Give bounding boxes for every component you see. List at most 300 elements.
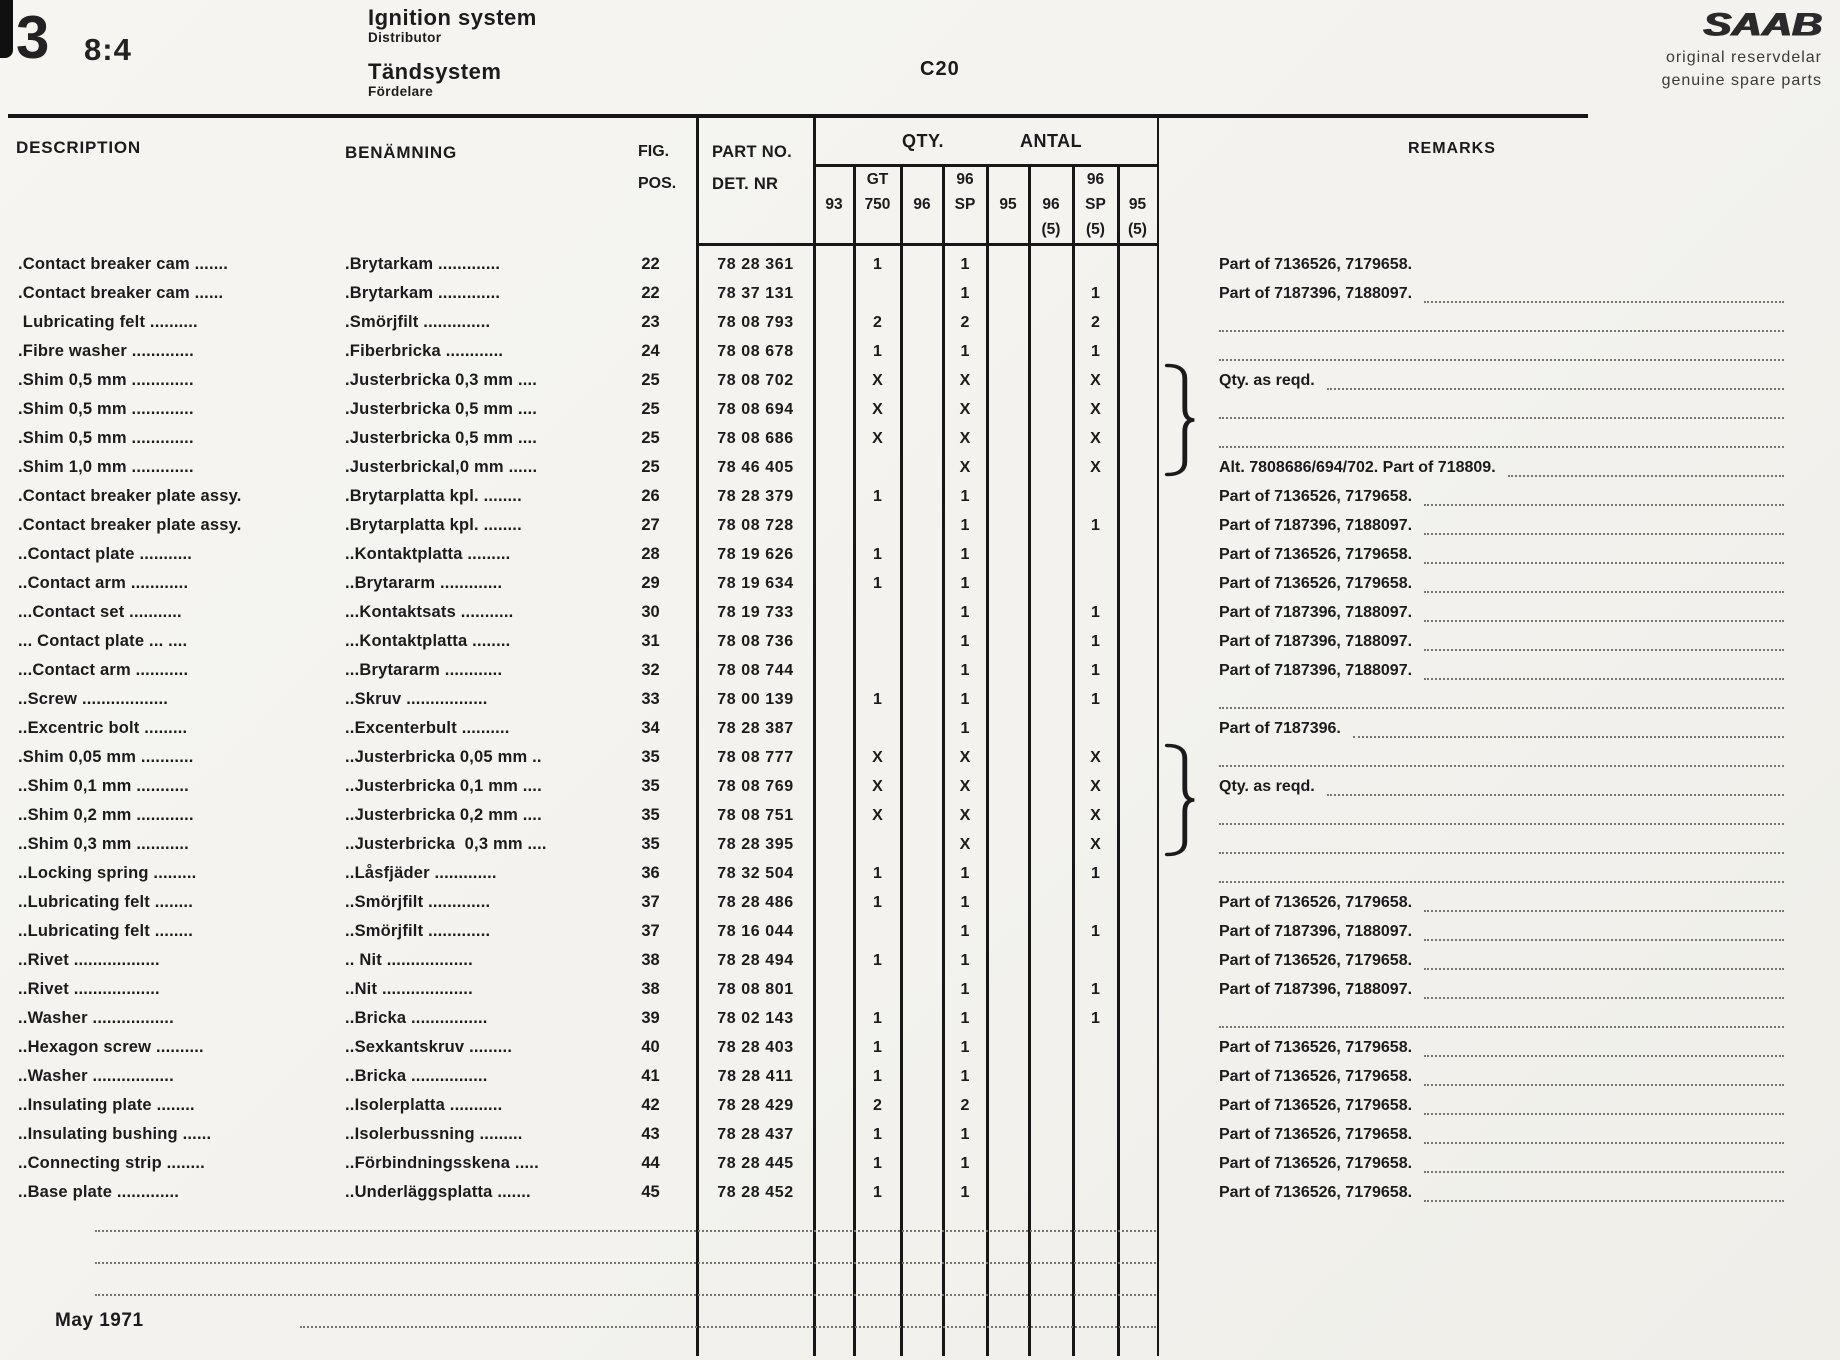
- row-qty-96sp: X: [959, 806, 971, 824]
- row-benamning: .Justerbrickal,0 mm ......: [345, 458, 538, 476]
- brace-icon: [1164, 742, 1196, 858]
- row-qty-96sp-5: 1: [1091, 661, 1100, 679]
- row-qty-96sp: 1: [960, 864, 970, 882]
- dotted-leader: [1219, 864, 1784, 883]
- dotted-leader: [95, 1294, 1156, 1296]
- row-remarks: [1157, 714, 1840, 743]
- table-row: [0, 888, 1840, 917]
- row-part-no: 78 08 728: [717, 516, 794, 534]
- row-description: ...Contact arm ...........: [18, 661, 189, 679]
- row-part-no: 78 28 494: [717, 951, 794, 969]
- row-fig-pos: 29: [641, 574, 660, 592]
- row-description: ..Connecting strip ........: [18, 1154, 205, 1172]
- row-description: ..Washer .................: [18, 1067, 174, 1085]
- scan-artifact: [0, 0, 13, 58]
- section-number: 3: [16, 4, 48, 71]
- row-description: ..Insulating bushing ......: [18, 1125, 212, 1143]
- table-row: [0, 946, 1840, 975]
- remark-text: Part of 7136526, 7179658.: [1219, 255, 1413, 273]
- row-remarks: [1157, 1091, 1840, 1120]
- row-qty-96sp-5: 1: [1091, 603, 1100, 621]
- header-description: DESCRIPTION: [16, 138, 141, 157]
- row-qty-96sp: 1: [960, 690, 970, 708]
- dotted-leader: [1219, 806, 1784, 825]
- qty-col-header: 96 SP: [954, 171, 976, 213]
- row-benamning: ..Smörjfilt .............: [345, 893, 491, 911]
- row-qty-96sp: 1: [960, 1067, 970, 1085]
- row-part-no: 78 28 437: [717, 1125, 794, 1143]
- row-qty-96sp: 1: [960, 661, 970, 679]
- table-row: [0, 511, 1840, 540]
- table-row: [0, 1062, 1840, 1091]
- row-description: .Contact breaker cam .......: [18, 255, 229, 273]
- row-fig-pos: 36: [641, 864, 660, 882]
- remark-text: Part of 7187396, 7188097.: [1219, 922, 1413, 940]
- brand-block: [1661, 6, 1822, 92]
- dotted-leader: [1219, 313, 1784, 332]
- row-qty-gt750: X: [872, 429, 883, 447]
- header-antal: ANTAL: [1020, 130, 1083, 151]
- empty-table-row: [0, 1303, 1840, 1335]
- dotted-leader: [1424, 1125, 1784, 1144]
- row-fig-pos: 25: [641, 458, 660, 476]
- page-subtitle-en: Distributor: [368, 30, 442, 46]
- row-qty-96sp-5: 1: [1091, 922, 1100, 940]
- row-qty-96sp: 2: [960, 1096, 970, 1114]
- dotted-leader: [1424, 487, 1784, 506]
- row-qty-gt750: 1: [873, 1038, 882, 1056]
- row-description: ..Contact plate ...........: [18, 545, 193, 563]
- row-fig-pos: 25: [641, 400, 660, 418]
- empty-table-row: [0, 1239, 1840, 1271]
- row-description: ..Screw ..................: [18, 690, 169, 708]
- row-qty-96sp-5: X: [1090, 777, 1101, 795]
- row-fig-pos: 24: [641, 342, 660, 360]
- row-part-no: 78 08 702: [717, 371, 794, 389]
- page-subtitle-sv: Fördelare: [368, 84, 434, 100]
- row-qty-96sp: X: [959, 835, 971, 853]
- row-part-no: 78 28 429: [717, 1096, 794, 1114]
- empty-table-row: [0, 1207, 1840, 1239]
- row-qty-gt750: 1: [873, 545, 882, 563]
- row-qty-96sp-5: X: [1090, 835, 1101, 853]
- dotted-leader: [1219, 1009, 1784, 1028]
- row-fig-pos: 27: [641, 516, 660, 534]
- remark-text: Part of 7136526, 7179658.: [1219, 1067, 1413, 1085]
- row-qty-96sp-5: X: [1090, 806, 1101, 824]
- row-description: ..Hexagon screw ..........: [18, 1038, 204, 1056]
- row-qty-96sp: 1: [960, 487, 970, 505]
- row-benamning: .Brytarplatta kpl. ........: [345, 487, 522, 505]
- row-fig-pos: 40: [641, 1038, 660, 1056]
- row-fig-pos: 35: [641, 748, 660, 766]
- row-qty-96sp: 1: [960, 1125, 970, 1143]
- row-qty-96sp: 1: [960, 893, 970, 911]
- row-qty-gt750: 1: [873, 1183, 882, 1201]
- table-row: [0, 1120, 1840, 1149]
- row-fig-pos: 41: [641, 1067, 660, 1085]
- row-benamning: ..Skruv .................: [345, 690, 488, 708]
- row-qty-gt750: 1: [873, 1067, 882, 1085]
- row-qty-96sp: 1: [960, 980, 970, 998]
- row-description: .Shim 0,05 mm ...........: [18, 748, 194, 766]
- row-remarks: [1157, 743, 1840, 772]
- row-description: ..Washer .................: [18, 1009, 174, 1027]
- row-part-no: 78 08 744: [717, 661, 794, 679]
- row-fig-pos: 34: [641, 719, 660, 737]
- row-remarks: [1157, 627, 1840, 656]
- table-row: [0, 1178, 1840, 1207]
- row-description: ..Lubricating felt ........: [18, 922, 193, 940]
- row-qty-96sp: X: [959, 748, 971, 766]
- row-fig-pos: 31: [641, 632, 660, 650]
- remark-text: Part of 7136526, 7179658.: [1219, 1038, 1413, 1056]
- qty-col-header: 96 SP (5): [1085, 171, 1106, 238]
- table-row: [0, 656, 1840, 685]
- dotted-leader: [1424, 284, 1784, 303]
- row-remarks: [1157, 917, 1840, 946]
- row-benamning: .Smörjfilt ..............: [345, 313, 491, 331]
- row-benamning: ..Smörjfilt .............: [345, 922, 491, 940]
- header-part-line2: DET. NR: [712, 175, 779, 193]
- row-fig-pos: 23: [641, 313, 660, 331]
- row-remarks: [1157, 395, 1840, 424]
- dotted-leader: [300, 1326, 1156, 1328]
- row-remarks: [1157, 1120, 1840, 1149]
- row-remarks: [1157, 511, 1840, 540]
- remark-text: Part of 7187396, 7188097.: [1219, 661, 1413, 679]
- title-block: [368, 6, 537, 100]
- saab-logo: SAAB: [1702, 6, 1822, 43]
- row-remarks: [1157, 250, 1840, 279]
- row-fig-pos: 28: [641, 545, 660, 563]
- row-qty-gt750: X: [872, 806, 883, 824]
- row-qty-gt750: 1: [873, 574, 882, 592]
- qty-header-box: [814, 118, 1157, 245]
- row-part-no: 78 08 694: [717, 400, 794, 418]
- row-benamning: .Brytarkam .............: [345, 284, 501, 302]
- dotted-leader: [1219, 748, 1784, 767]
- row-qty-96sp: 1: [960, 516, 970, 534]
- table-row: [0, 772, 1840, 801]
- row-qty-96sp-5: 1: [1091, 690, 1100, 708]
- row-description: ..Rivet ..................: [18, 951, 160, 969]
- row-qty-96sp-5: 1: [1091, 1009, 1100, 1027]
- qty-antal-row: [814, 118, 1157, 164]
- row-fig-pos: 35: [641, 806, 660, 824]
- row-remarks: [1157, 308, 1840, 337]
- row-remarks: [1157, 772, 1840, 801]
- row-remarks: [1157, 859, 1840, 888]
- row-description: .Contact breaker plate assy.: [18, 516, 242, 534]
- table-row: [0, 1033, 1840, 1062]
- row-fig-pos: 32: [641, 661, 660, 679]
- row-qty-96sp: 1: [960, 284, 970, 302]
- row-description: .Shim 0,5 mm .............: [18, 400, 194, 418]
- dotted-leader: [1424, 1183, 1784, 1202]
- header-qty: QTY.: [902, 130, 945, 151]
- row-benamning: .Brytarplatta kpl. ........: [345, 516, 522, 534]
- table-row: [0, 366, 1840, 395]
- row-qty-gt750: 1: [873, 487, 882, 505]
- table-row: [0, 830, 1840, 859]
- row-qty-gt750: 2: [873, 313, 882, 331]
- row-remarks: [1157, 975, 1840, 1004]
- table-row: [0, 685, 1840, 714]
- row-description: ..Rivet ..................: [18, 980, 160, 998]
- row-qty-96sp: 1: [960, 1009, 970, 1027]
- row-fig-pos: 26: [641, 487, 660, 505]
- row-benamning: ..Brytararm .............: [345, 574, 503, 592]
- table-row: [0, 859, 1840, 888]
- row-fig-pos: 38: [641, 951, 660, 969]
- row-qty-96sp-5: X: [1090, 458, 1101, 476]
- row-benamning: ..Underläggsplatta .......: [345, 1183, 531, 1201]
- row-qty-gt750: 1: [873, 864, 882, 882]
- brand-tagline-en: genuine spare parts: [1661, 72, 1822, 90]
- remark-text: Part of 7136526, 7179658.: [1219, 1154, 1413, 1172]
- row-description: Lubricating felt ..........: [18, 313, 198, 331]
- row-qty-96sp-5: 1: [1091, 342, 1100, 360]
- table-row: [0, 250, 1840, 279]
- row-qty-96sp: X: [959, 777, 971, 795]
- row-part-no: 78 08 769: [717, 777, 794, 795]
- dotted-leader: [1424, 632, 1784, 651]
- row-qty-96sp: 1: [960, 545, 970, 563]
- header-fig-pos: [638, 136, 676, 200]
- row-part-no: 78 00 139: [717, 690, 794, 708]
- dotted-leader: [1424, 574, 1784, 593]
- row-fig-pos: 35: [641, 835, 660, 853]
- row-qty-96sp: 1: [960, 1038, 970, 1056]
- dotted-leader: [1424, 1154, 1784, 1173]
- row-remarks: [1157, 1149, 1840, 1178]
- row-remarks: [1157, 453, 1840, 482]
- row-description: .Shim 0,5 mm .............: [18, 429, 194, 447]
- row-qty-gt750: X: [872, 371, 883, 389]
- row-description: ... Contact plate ... ....: [18, 632, 188, 650]
- dotted-leader: [1219, 835, 1784, 854]
- row-part-no: 78 28 403: [717, 1038, 794, 1056]
- remark-text: Alt. 7808686/694/702. Part of 718809.: [1219, 458, 1496, 476]
- row-part-no: 78 28 445: [717, 1154, 794, 1172]
- remark-text: Part of 7136526, 7179658.: [1219, 487, 1413, 505]
- row-benamning: ...Kontaktsats ...........: [345, 603, 514, 621]
- qty-col-header: GT 750: [864, 171, 891, 213]
- row-benamning: ...Kontaktplatta ........: [345, 632, 511, 650]
- dotted-leader: [1219, 342, 1784, 361]
- row-benamning: ..Justerbricka 0,05 mm ..: [345, 748, 542, 766]
- row-benamning: ..Excenterbult ..........: [345, 719, 510, 737]
- row-remarks: [1157, 830, 1840, 859]
- top-rule: [8, 114, 1588, 118]
- remark-text: Part of 7136526, 7179658.: [1219, 893, 1413, 911]
- row-qty-96sp: 1: [960, 1154, 970, 1172]
- dotted-leader: [1424, 603, 1784, 622]
- row-fig-pos: 39: [641, 1009, 660, 1027]
- row-remarks: [1157, 1178, 1840, 1207]
- dotted-leader: [1424, 1067, 1784, 1086]
- row-fig-pos: 37: [641, 893, 660, 911]
- row-qty-96sp-5: X: [1090, 429, 1101, 447]
- table-row: [0, 337, 1840, 366]
- header-fig-line2: POS.: [638, 175, 677, 192]
- row-part-no: 78 37 131: [717, 284, 794, 302]
- row-qty-96sp: X: [959, 400, 971, 418]
- row-benamning: .Justerbricka 0,5 mm ....: [345, 429, 538, 447]
- dotted-leader: [1327, 777, 1784, 796]
- row-qty-96sp: 1: [960, 632, 970, 650]
- row-qty-gt750: 1: [873, 255, 882, 273]
- row-qty-96sp-5: 1: [1091, 980, 1100, 998]
- row-qty-96sp: 2: [960, 313, 970, 331]
- row-remarks: [1157, 946, 1840, 975]
- row-description: ..Locking spring .........: [18, 864, 197, 882]
- header-part-no: [712, 136, 792, 200]
- row-benamning: ..Isolerbussning .........: [345, 1125, 523, 1143]
- row-qty-96sp-5: 1: [1091, 516, 1100, 534]
- table-row: [0, 627, 1840, 656]
- table-row: [0, 308, 1840, 337]
- row-qty-96sp: 1: [960, 1183, 970, 1201]
- row-remarks: [1157, 569, 1840, 598]
- table-row: [0, 482, 1840, 511]
- table-row: [0, 1149, 1840, 1178]
- table-row: [0, 801, 1840, 830]
- header-part-line1: PART NO.: [712, 143, 793, 161]
- page-title-sv: Tändsystem: [368, 59, 502, 85]
- row-benamning: .Justerbricka 0,3 mm ....: [345, 371, 538, 389]
- row-fig-pos: 37: [641, 922, 660, 940]
- row-part-no: 78 28 411: [717, 1067, 794, 1085]
- page-title-en: Ignition system: [368, 5, 537, 30]
- row-fig-pos: 22: [641, 255, 660, 273]
- dotted-leader: [1353, 719, 1784, 738]
- dotted-leader: [1424, 661, 1784, 680]
- dotted-leader: [1424, 951, 1784, 970]
- dotted-leader: [95, 1262, 1156, 1264]
- row-description: .Contact breaker plate assy.: [18, 487, 242, 505]
- row-fig-pos: 43: [641, 1125, 660, 1143]
- row-description: .Shim 0,5 mm .............: [18, 371, 194, 389]
- header-remarks: REMARKS: [1408, 140, 1496, 157]
- header-benamning: BENÄMNING: [345, 143, 458, 162]
- remark-text: Part of 7187396.: [1219, 719, 1341, 737]
- row-qty-gt750: X: [872, 777, 883, 795]
- model-code: C20: [920, 58, 960, 80]
- row-part-no: 78 08 686: [717, 429, 794, 447]
- row-qty-96sp: X: [959, 429, 971, 447]
- row-remarks: [1157, 482, 1840, 511]
- row-remarks: [1157, 1033, 1840, 1062]
- row-fig-pos: 42: [641, 1096, 660, 1114]
- row-qty-96sp: 1: [960, 342, 970, 360]
- row-qty-96sp-5: X: [1090, 371, 1101, 389]
- table-row: [0, 1004, 1840, 1033]
- remark-text: Part of 7187396, 7188097.: [1219, 284, 1413, 302]
- row-remarks: [1157, 540, 1840, 569]
- remark-text: Part of 7136526, 7179658.: [1219, 1096, 1413, 1114]
- brand-tagline-sv: original reservdelar: [1665, 49, 1822, 66]
- row-fig-pos: 22: [641, 284, 660, 302]
- table-row: [0, 424, 1840, 453]
- row-description: .Shim 1,0 mm .............: [18, 458, 194, 476]
- dotted-leader: [1219, 429, 1784, 448]
- remark-text: Part of 7187396, 7188097.: [1219, 516, 1413, 534]
- row-qty-96sp-5: 1: [1091, 864, 1100, 882]
- remark-text: Part of 7187396, 7188097.: [1219, 980, 1413, 998]
- row-part-no: 78 46 405: [717, 458, 794, 476]
- row-benamning: .. Nit ..................: [345, 951, 473, 969]
- row-part-no: 78 16 044: [717, 922, 794, 940]
- footer-date: May 1971: [55, 1310, 144, 1331]
- row-qty-96sp: 1: [960, 574, 970, 592]
- remark-text: Part of 7136526, 7179658.: [1219, 1183, 1413, 1201]
- row-qty-gt750: X: [872, 748, 883, 766]
- row-qty-gt750: X: [872, 400, 883, 418]
- qty-col-header: 95: [999, 196, 1017, 213]
- row-qty-96sp: 1: [960, 719, 970, 737]
- qty-col-header: 93: [825, 196, 843, 213]
- row-qty-gt750: 1: [873, 893, 882, 911]
- dotted-leader: [1424, 545, 1784, 564]
- remark-text: Qty. as reqd.: [1219, 371, 1315, 389]
- row-part-no: 78 19 634: [717, 574, 794, 592]
- row-description: ..Shim 0,3 mm ...........: [18, 835, 189, 853]
- qty-subheaders: [814, 167, 1157, 245]
- row-remarks: [1157, 1062, 1840, 1091]
- table-row: [0, 395, 1840, 424]
- row-qty-96sp-5: 2: [1091, 313, 1100, 331]
- row-fig-pos: 25: [641, 429, 660, 447]
- row-qty-96sp-5: X: [1090, 400, 1101, 418]
- row-fig-pos: 45: [641, 1183, 660, 1201]
- row-qty-96sp: 1: [960, 922, 970, 940]
- row-part-no: 78 32 504: [717, 864, 794, 882]
- row-remarks: [1157, 1004, 1840, 1033]
- row-benamning: .Justerbricka 0,5 mm ....: [345, 400, 538, 418]
- dotted-leader: [1424, 980, 1784, 999]
- row-description: ..Insulating plate ........: [18, 1096, 195, 1114]
- remark-text: Part of 7187396, 7188097.: [1219, 603, 1413, 621]
- table-rows: [0, 250, 1840, 1335]
- dotted-leader: [1424, 1096, 1784, 1115]
- table-row: [0, 917, 1840, 946]
- empty-table-row: [0, 1271, 1840, 1303]
- row-remarks: [1157, 685, 1840, 714]
- row-fig-pos: 35: [641, 777, 660, 795]
- row-fig-pos: 30: [641, 603, 660, 621]
- row-qty-96sp: X: [959, 458, 971, 476]
- remark-text: Part of 7187396, 7188097.: [1219, 632, 1413, 650]
- row-qty-gt750: 1: [873, 342, 882, 360]
- row-qty-96sp: 1: [960, 951, 970, 969]
- row-fig-pos: 33: [641, 690, 660, 708]
- row-remarks: [1157, 279, 1840, 308]
- row-qty-gt750: 1: [873, 690, 882, 708]
- row-benamning: ..Bricka ................: [345, 1067, 488, 1085]
- row-part-no: 78 28 361: [717, 255, 794, 273]
- row-benamning: ..Justerbricka 0,1 mm ....: [345, 777, 542, 795]
- row-description: ...Contact set ...........: [18, 603, 182, 621]
- row-description: ..Shim 0,1 mm ...........: [18, 777, 189, 795]
- dotted-leader: [1424, 516, 1784, 535]
- row-part-no: 78 08 777: [717, 748, 794, 766]
- remark-text: Qty. as reqd.: [1219, 777, 1315, 795]
- table-row: [0, 714, 1840, 743]
- row-benamning: .Brytarkam .............: [345, 255, 501, 273]
- qty-col-header: 96: [913, 196, 931, 213]
